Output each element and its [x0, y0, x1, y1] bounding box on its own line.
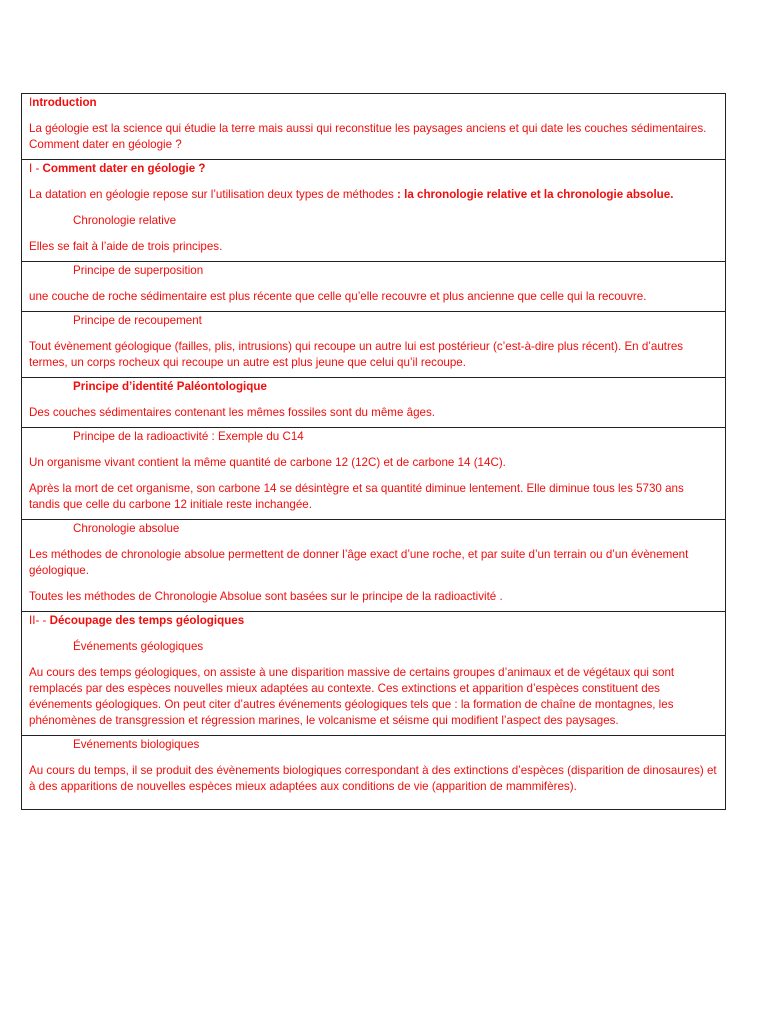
identite-heading: Principe d’identité Paléontologique [73, 380, 267, 393]
radioactivite-text-1: Un organisme vivant contient la même quantité de carbone 12 (12C) et de carbone 14 (14C). [29, 456, 506, 469]
radioactivite-heading: Principe de la radioactivité : Exemple du C14 [73, 430, 304, 443]
introduction-heading-rest: ntroduction [32, 96, 97, 109]
section-1-text [29, 187, 717, 203]
cell-radioactivite [22, 427, 725, 513]
cell-section-1 [22, 159, 725, 255]
chronologie-relative-heading: Chronologie relative [73, 214, 177, 227]
evenements-geologiques-text: Au cours des temps géologiques, on assiste à une disparition massive de certains groupes d’animaux et de végétaux qui sont remplacés par des espèces nouvelles mieux adaptées au contexte. Ces extinctions et apparition d’espèces constituent des événements géologiques. On peut citer d’autres événements géologiques tels que : la formation de chaîne de montagnes, les phénomènes de transgression et régression marines, le volcanisme et séisme qui modifient l’aspect des paysages. [29, 666, 675, 727]
cell-recoupement [22, 311, 725, 371]
cell-section-2 [22, 611, 725, 729]
section-2-title: Découpage des temps géologiques [49, 614, 245, 627]
superposition-text: une couche de roche sédimentaire est plus récente que celle qu’elle recouvre et plus ancienne que celle qui la recouvre. [29, 290, 647, 303]
chronologie-absolue-text-1: Les méthodes de chronologie absolue permettent de donner l’âge exact d’une roche, et par suite d’un terrain ou d’un évènement géologique. [29, 548, 689, 577]
evenements-biologiques-heading: Evénements biologiques [73, 738, 200, 751]
evenements-biologiques-text: Au cours du temps, il se produit des évènements biologiques correspondant à des extinctions d’espèces (disparition de dinosaures) et à des apparitions de nouvelles espèces mieux adaptées aux conditions de vie (apparition de mammifères). [29, 764, 717, 793]
section-1-text-plain: La datation en géologie repose sur l’utilisation deux types de méthodes [29, 188, 394, 201]
section-1-prefix: I - [29, 162, 43, 175]
cell-introduction [22, 95, 725, 153]
cell-chronologie-absolue [22, 519, 725, 605]
cell-superposition [22, 261, 725, 305]
introduction-text: La géologie est la science qui étudie la terre mais aussi qui reconstitue les paysages anciens et qui date les couches sédimentaires. Comment dater en géologie ? [29, 122, 707, 151]
radioactivite-text-2: Après la mort de cet organisme, son carbone 14 se désintègre et sa quantité diminue lentement. Elle diminue tous les 5730 ans tandis que celle du carbone 12 initiale reste inchangée. [29, 482, 684, 511]
introduction-heading [29, 95, 717, 111]
section-1-title: Comment dater en géologie ? [42, 162, 206, 175]
identite-text: Des couches sédimentaires contenant les mêmes fossiles sont du même âges. [29, 406, 435, 419]
section-1-heading [29, 161, 717, 177]
evenements-geologiques-heading: Événements géologiques [73, 640, 204, 653]
cell-identite [22, 377, 725, 421]
cell-biologiques [22, 735, 725, 795]
superposition-heading: Principe de superposition [73, 264, 204, 277]
section-2-prefix: II- - [29, 614, 50, 627]
chronologie-relative-text: Elles se fait à l’aide de trois principes. [29, 240, 223, 253]
document-table [21, 93, 726, 810]
section-1-text-bold: : la chronologie relative et la chronologie absolue. [393, 188, 674, 201]
introduction-heading-initial: I [29, 96, 33, 109]
recoupement-text: Tout évènement géologique (failles, plis, intrusions) qui recoupe un autre lui est postérieur (c’est-à-dire plus récent). En d’autres termes, un corps rocheux qui recoupe un autre est plus jeune que celui qu’il recoupe. [29, 340, 684, 369]
chronologie-absolue-heading: Chronologie absolue [73, 522, 180, 535]
recoupement-heading: Principe de recoupement [73, 314, 202, 327]
chronologie-absolue-text-2: Toutes les méthodes de Chronologie Absolue sont basées sur le principe de la radioactivité . [29, 590, 503, 603]
section-2-heading [29, 613, 717, 629]
